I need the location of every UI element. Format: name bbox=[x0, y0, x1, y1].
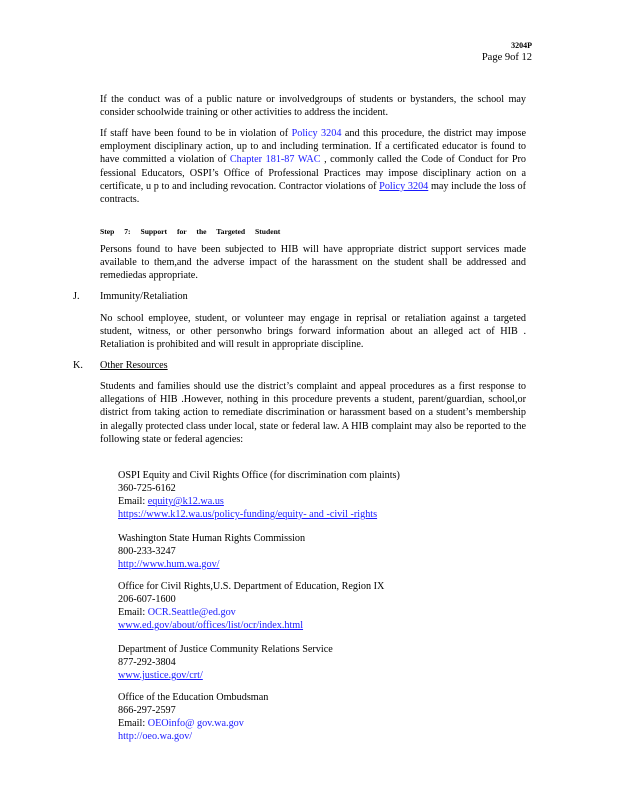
resource-email-line bbox=[118, 495, 400, 508]
resource-url-link[interactable]: http://oeo.wa.gov/ bbox=[118, 731, 193, 742]
resource-email-link[interactable]: OCR.Seattle@ed.gov bbox=[147, 607, 236, 618]
resource-url-link[interactable]: www.justice.gov/crt/ bbox=[118, 670, 203, 681]
resource-phone: 877-292-3804 bbox=[118, 657, 176, 668]
resource-phone: 866-297-2597 bbox=[118, 705, 176, 716]
resource-phone: 360-725-6162 bbox=[118, 483, 176, 494]
resource-phone: 206-607-1600 bbox=[118, 594, 176, 605]
page-header bbox=[482, 40, 532, 64]
section-k-title: Other Resources bbox=[100, 360, 168, 371]
text-run: and this procedure, the district may impose employment disciplinary action, up to and including termination. If a certificated educator is found to have committed a violation of bbox=[100, 128, 526, 166]
paragraph-other-resources: Students and families should use the district’s complaint and appeal procedures as a first response to allegations of HIB .However, nothing in this procedure prevents a student, parent/guardian, school,or district from taking action to remediate discrimination or harassment based on a student’s membership in alegally protected class under local, state or federal law. A HIB complaint may also be reported to the following state or federal agencies: bbox=[100, 381, 526, 445]
paragraph-retaliation: No school employee, student, or volunteer may engage in reprisal or retaliation against a targeted student, witness, or other personwho brings forward information about an alleged act of HIB . Retaliation is prohibited and will result in appropriate discipline. bbox=[100, 313, 526, 351]
text-run: , commonly called the Code of Conduct for Pro fessional Educators, OSPI’s Office of Professional Practices may impose disciplinary action on a certificate, u p to and including revocation. Contractor violations of bbox=[100, 154, 526, 192]
resource-phone: 800-233-3247 bbox=[118, 546, 176, 557]
resource-name: Department of Justice Community Relations Service bbox=[118, 644, 333, 655]
step-7-heading: Step 7: Support for the Targeted Student bbox=[100, 227, 281, 236]
text-run: may include the loss of contracts. bbox=[100, 180, 526, 206]
resource-email-line bbox=[118, 717, 268, 730]
paragraph-staff-violation bbox=[100, 127, 526, 206]
resource-url-link[interactable]: https://www.k12.wa.us/policy-funding/equity- and -civil -rights bbox=[118, 509, 378, 520]
policy-code: 3204P bbox=[511, 41, 532, 50]
page-number: Page 9of 12 bbox=[481, 52, 532, 63]
resource-email-line bbox=[118, 606, 384, 619]
paragraph-conduct: If the conduct was of a public nature or involvedgroups of students or bystanders, the school may consider schoolwide training or other activities to address the incident. bbox=[100, 94, 526, 119]
resource-email-link[interactable]: OEOinfo@ gov.wa.gov bbox=[147, 718, 244, 729]
text-run: If staff have been found to be in violation of bbox=[100, 128, 292, 139]
chapter-181-87-wac-link[interactable]: Chapter 181-87 WAC bbox=[229, 154, 321, 166]
section-j-title: Immunity/Retaliation bbox=[100, 291, 188, 302]
resource-name: Office for Civil Rights,U.S. Department of Education, Region IX bbox=[118, 581, 385, 592]
resource-name: Office of the Education Ombudsman bbox=[118, 692, 269, 703]
resource-name: OSPI Equity and Civil Rights Office (for discrimination com plaints) bbox=[118, 470, 400, 481]
resource-url-link[interactable]: www.ed.gov/about/offices/list/ocr/index.html bbox=[118, 620, 304, 631]
resource-name: Washington State Human Rights Commission bbox=[118, 533, 306, 544]
policy-3204-link-2[interactable]: Policy 3204 bbox=[379, 180, 429, 192]
email-label: Email: bbox=[118, 607, 148, 618]
policy-3204-link[interactable]: Policy 3204 bbox=[291, 128, 342, 139]
paragraph-support: Persons found to have been subjected to HIB will have appropriate district support services made available to them,and the adverse impact of the harassment on the student shall be addressed and remediedas appropriate. bbox=[100, 244, 526, 282]
section-j-letter: J. bbox=[73, 291, 80, 302]
email-label: Email: bbox=[118, 496, 148, 507]
email-label: Email: bbox=[118, 718, 148, 729]
section-k-letter: K. bbox=[73, 360, 83, 371]
resource-url-link[interactable]: http://www.hum.wa.gov/ bbox=[118, 559, 220, 570]
resource-email-link[interactable]: equity@k12.wa.us bbox=[147, 496, 224, 507]
